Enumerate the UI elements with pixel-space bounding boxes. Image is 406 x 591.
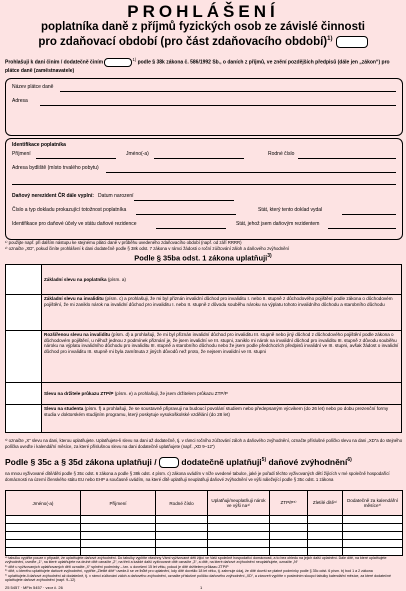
- checkbox-ztpp[interactable]: [6, 383, 42, 405]
- form-subtitle: poplatníka daně z příjmů fyzických osob ze závislé činnosti: [41, 21, 365, 33]
- issuer-label: Stát, který tento doklad vydal: [258, 207, 323, 213]
- notes-top: [5, 240, 403, 251]
- note-6: ⁶⁾ dítě, u kterého uplatňujete daňové zvýhodnění, vyplňte „Zletilé dítě“ uvede-li se ve lhůtě pro uplatnění, kdy dítě dovršilo 18 let věku, tj. zahrnuje údaj, že dítě dovrší se platné podmínky podle § 35c odst. 6 písm. b) bod 1 a 2 zákona: [5, 569, 373, 574]
- declaration-text: Prohlašuji k dani činím / dodatečně činím $^{1)}$ podle § 38k zákona č. 586/1992 Sb., o daních z příjmů, ve znění pozdějších předpisů (dále jen „zákon“) pro plátce daně (zaměstnavatele): [5, 57, 390, 74]
- residence-label: Stát, jehož jsem daňovým rezidentem: [236, 221, 320, 227]
- period-input[interactable]: [336, 36, 368, 48]
- section2-title: Podle § 35c a § 35d zákona uplatňuji / dodatečně uplatňuji$^{5)}$ daňové zvýhodnění$^{6)}$: [5, 457, 352, 467]
- table-row: Základní slevu na poplatníka (písm. a): [6, 265, 402, 295]
- firstname-input[interactable]: [154, 158, 244, 159]
- note-2: ²⁾ označte „XD“, pokud činíte prohlášení k dani dodatečně podle § 38k odst. 7 zákona v rámci žádosti o roční zúčtování záloh a daňového zvýhodnění: [5, 245, 290, 251]
- iddoc-input[interactable]: [136, 214, 236, 215]
- section2-intro: na mnou vyživované dítě/děti podle § 35c odst. 6 zákona a podle § 38k odst. 4 písm. c) zákona uvádím v níže uvedené tabulce, jaké je pořadí těchto vyživovaných dětí žijících v mé společně hospodařící domácnosti na území členského státu EU nebo EHP a současně uvádím, na které dítě uplatňuji neuplatňuji daňové zvýhodnění ve výši náležející podle § 35c odst. 1 zákona: [5, 471, 390, 482]
- checkbox-student[interactable]: [6, 405, 42, 433]
- checkbox-basic[interactable]: [6, 265, 42, 295]
- notes-bottom: [5, 556, 403, 582]
- table-row[interactable]: [6, 548, 403, 556]
- taxpayer-section: [5, 138, 403, 240]
- section2-type-field[interactable]: [159, 457, 179, 468]
- footer-page: 1: [200, 585, 203, 590]
- iddoc-label: Číslo a typ dokladu prokazující totožnost poplatníka: [12, 207, 127, 213]
- table-row[interactable]: [6, 532, 403, 540]
- employer-section: [5, 78, 403, 136]
- col-header-adult: Zletilé dítě⁶⁾: [308, 491, 343, 516]
- taxid-input[interactable]: [156, 228, 226, 229]
- declaration-type-field[interactable]: [104, 58, 132, 67]
- checkbox-invalidity[interactable]: [6, 295, 42, 331]
- table-row[interactable]: [6, 540, 403, 548]
- surname-label: Příjmení: [12, 151, 31, 157]
- col-header-claim: Uplatňuji/neuplatňuji nárok ve výši na⁴⁾: [208, 491, 270, 516]
- notes-mid: ³⁾ označte „X“ slevu na dani, kterou uplatňujete. Uplatňujete-li slevu na dani až dodatečně, tj. v rámci ročního zúčtování záloh a daňového zvýhodnění, označte příslušné políčko slevu na dani „XD“a do stejného políčka uveďte i kalendářní měsíce, za které příslušnou slevu na dani dodatečně uplatňujete (např. „XD 9–12“): [5, 438, 403, 449]
- table-row: Slevu na studenta (písm. f) a prohlašuji, že se soustavně připravuji na budoucí povolání studiem nebo předepsaným výcvikem (do 26 let) nebo po dobu prezenční formy studia v doktorském studijním programu, který poskytuje vysokoškolské vzdělání (do 28 let): [6, 405, 402, 433]
- table-row[interactable]: [6, 516, 403, 524]
- address-input-line2[interactable]: [12, 184, 396, 185]
- taxid-label: Identifikace pro daňové účely ve státu daňové rezidence: [12, 221, 137, 227]
- col-header-surname: Příjmení: [81, 491, 156, 516]
- col-header-ztpp: ZTP/P⁵⁾: [270, 491, 308, 516]
- address-input[interactable]: [106, 172, 396, 173]
- section1-title: Podle § 35ba odst. 1 zákona uplatňuji$^{3)}$: [134, 253, 272, 263]
- col-header-birthnumber: Rodné číslo: [156, 491, 208, 516]
- col-header-firstname: Jméno(-a): [6, 491, 81, 516]
- form-title: PROHLÁŠENÍ: [127, 2, 279, 21]
- birthnumber-input[interactable]: [298, 158, 396, 159]
- footer-code: 25 5457 · MFin 5457 · vzor č. 26: [5, 585, 63, 590]
- birthdate-input[interactable]: [134, 200, 234, 201]
- issuer-input[interactable]: [342, 214, 396, 215]
- note-7: ⁷⁾ uplatňujete-li daňové zvýhodnění až dodatečně, tj. v rámci zúčtování záloh a daňového zvýhodnění, označte příslušné políčko daňového zvýhodnění „XD“, a zároveň vyplňte v posledním sloupci tabulky kalendářní měsíce, za které dodatečné uplatňujete daňové zvýhodnění (např. 9–12): [5, 573, 391, 583]
- table-row: Slevu na držitele průkazu ZTP/P (písm. e) a prohlašuji, že jsem držitelem průkazu ZTP/P: [6, 383, 402, 405]
- residence-input[interactable]: [328, 228, 396, 229]
- employer-address-field[interactable]: Adresa: [12, 98, 396, 107]
- table-header-row: [6, 491, 403, 516]
- note-5: ⁵⁾ dítě u vyživovaných uplatňovaných dětí označte „X“ splnění podmínky – tzn. u dovršení 15 let věku, pokud je dítě držitelem průkazu ZTP/P: [5, 564, 229, 569]
- birthdate-label: Datum narození: [98, 193, 134, 199]
- children-table: [5, 490, 402, 556]
- table-row: Rozšířenou slevu na invaliditu (písm. d) a prohlašuji, že mi byl přiznán invalidní důchod pro invaliditu III. stupně nebo jiný důchod z důchodového pojištění podle zákona o důchodovém pojištění, u něhož jednou z podmínek přiznání je, že jsem invalidní ve III. stupni, zaniklo mi nárok na invalidní důchod pro invaliditu III. stupně z důvodu souběhu nároku na výplatu invalidního důchodu pro invaliditu III. stupně a starobního důchodu nebo že jsem podle předchozích předpisů invalidní ve III. stupni, avšak žádost o invalidní důchod pro invaliditu III. stupně mi byla zamítnuta z jiných důvodů než proto, že nejsem invalidní ve III. stupni: [6, 331, 402, 383]
- employer-name-field[interactable]: Název plátce daně: [12, 84, 396, 93]
- address-label: Adresa bydliště (místo trvalého pobytu): [12, 165, 99, 171]
- checkbox-extended-invalidity[interactable]: [6, 331, 42, 383]
- form-period-line: pro zdaňovací období (pro část zdaňovacího období)$^{1)}$: [0, 36, 406, 48]
- birthnumber-label: Rodné číslo: [268, 151, 295, 157]
- taxpayer-heading: Identifikace poplatníka: [12, 142, 66, 148]
- note-4: ⁴⁾ tabulku vyplňte pouze v případě, že uplatňujete daňové zvýhodnění. Do tabulky vyplňte všechny Vámi vyživované děti žijící ve Vaší společně hospodařící domácnosti, a to bez ohledu na jejich další uplatnění. Dále dítě, na které uplatňujete zvýhodnění, uveďte „1“, na které uplatňujete na druhé dítě označte „2“, na třetí a každé další vyživované dítě označte „3“, a dítě, na které daňové zvýhodnění neuplatňujete, označte „N“: [5, 556, 387, 565]
- section1-table: [5, 264, 402, 433]
- col-header-months: Dodatečně za kalendářní měsíce⁷⁾: [343, 491, 403, 516]
- surname-input[interactable]: [36, 158, 116, 159]
- table-row[interactable]: [6, 524, 403, 532]
- note-1: ¹⁾ použijte např. při dalším nástupu ke stejnému plátci daně v průběhu uvedeného zdaňovacího období (např. od září RRRR): [5, 240, 242, 245]
- firstname-label: Jméno(-a): [126, 151, 149, 157]
- nonresident-heading: Daňový nerezident ČR dále vyplní:: [12, 193, 94, 199]
- table-row: Základní slevu na invaliditu (písm. c) a prohlašuji, že mi byl přiznán invalidní důchod pro invaliditu I. nebo II. stupně z důchodového pojištění podle zákona o důchodovém pojištění, že mi zaniklo nárok na invalidní důchod pro invaliditu I. nebo II. stupně z důvodu souběhu nároku na výplatu tohoto invalidního důchodu a starobního důchodu: [6, 295, 402, 331]
